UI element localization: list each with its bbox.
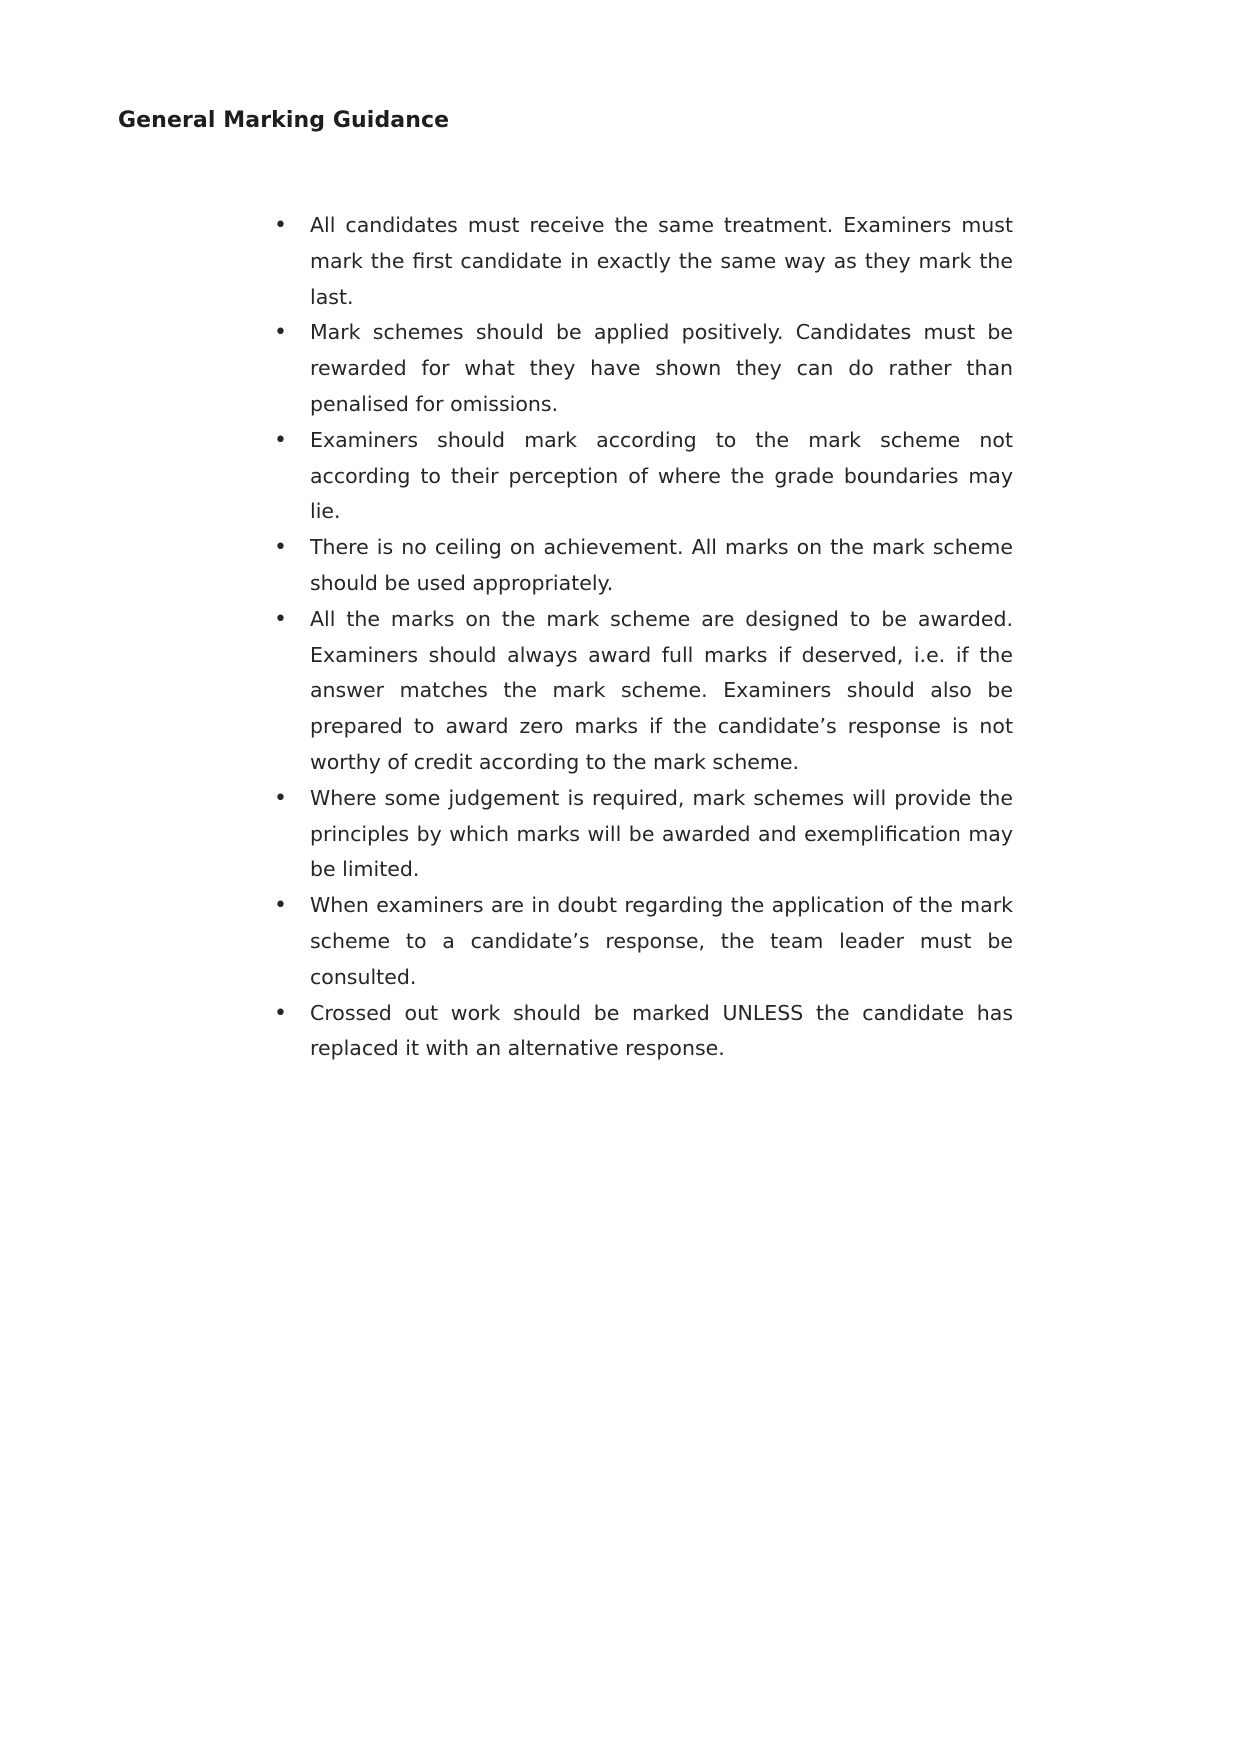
- list-item: [274, 996, 1013, 1068]
- bullet-icon: •: [274, 535, 287, 561]
- list-item: [274, 208, 1013, 315]
- bullet-icon: •: [274, 427, 287, 453]
- list-item: [274, 602, 1013, 781]
- list-item-text: When examiners are in doubt regarding the application of the mark scheme to a candidate’s response, the team leader must be consulted.: [310, 893, 1013, 989]
- list-item-text: Crossed out work should be marked UNLESS the candidate has replaced it with an alternative response.: [310, 1000, 1013, 1061]
- list-item-text: Examiners should mark according to the mark scheme not according to their perception of where the grade boundaries may lie.: [310, 427, 1013, 524]
- list-item: [274, 888, 1013, 995]
- bullet-icon: •: [274, 893, 287, 919]
- guidance-list: [274, 208, 1013, 1067]
- bullet-icon: •: [274, 213, 287, 238]
- list-item: [274, 423, 1013, 530]
- list-item: [274, 781, 1013, 888]
- bullet-icon: •: [274, 1000, 287, 1026]
- list-item-text: Mark schemes should be applied positively. Candidates must be rewarded for what they have shown they can do rather than penalised for omissions.: [310, 320, 1013, 416]
- bullet-icon: •: [274, 606, 287, 632]
- list-item-text: Where some judgement is required, mark schemes will provide the principles by which marks will be awarded and exemplification may be limited.: [310, 785, 1013, 882]
- page-heading: General Marking Guidance: [118, 108, 450, 133]
- bullet-icon: •: [274, 785, 287, 811]
- bullet-icon: •: [274, 320, 287, 346]
- list-item-text: There is no ceiling on achievement. All marks on the mark scheme should be used appropriately.: [310, 535, 1013, 595]
- list-item-text: All candidates must receive the same treatment. Examiners must mark the first candidate in exactly the same way as they mark the last.: [310, 213, 1013, 309]
- list-item: [274, 315, 1013, 422]
- list-item: [274, 530, 1013, 602]
- list-item-text: All the marks on the mark scheme are designed to be awarded. Examiners should always award full marks if deserved, i.e. if the answer matches the mark scheme. Examiners should also be prepared to award zero marks if the candidate’s response is not worthy of credit according to the mark scheme.: [310, 606, 1013, 774]
